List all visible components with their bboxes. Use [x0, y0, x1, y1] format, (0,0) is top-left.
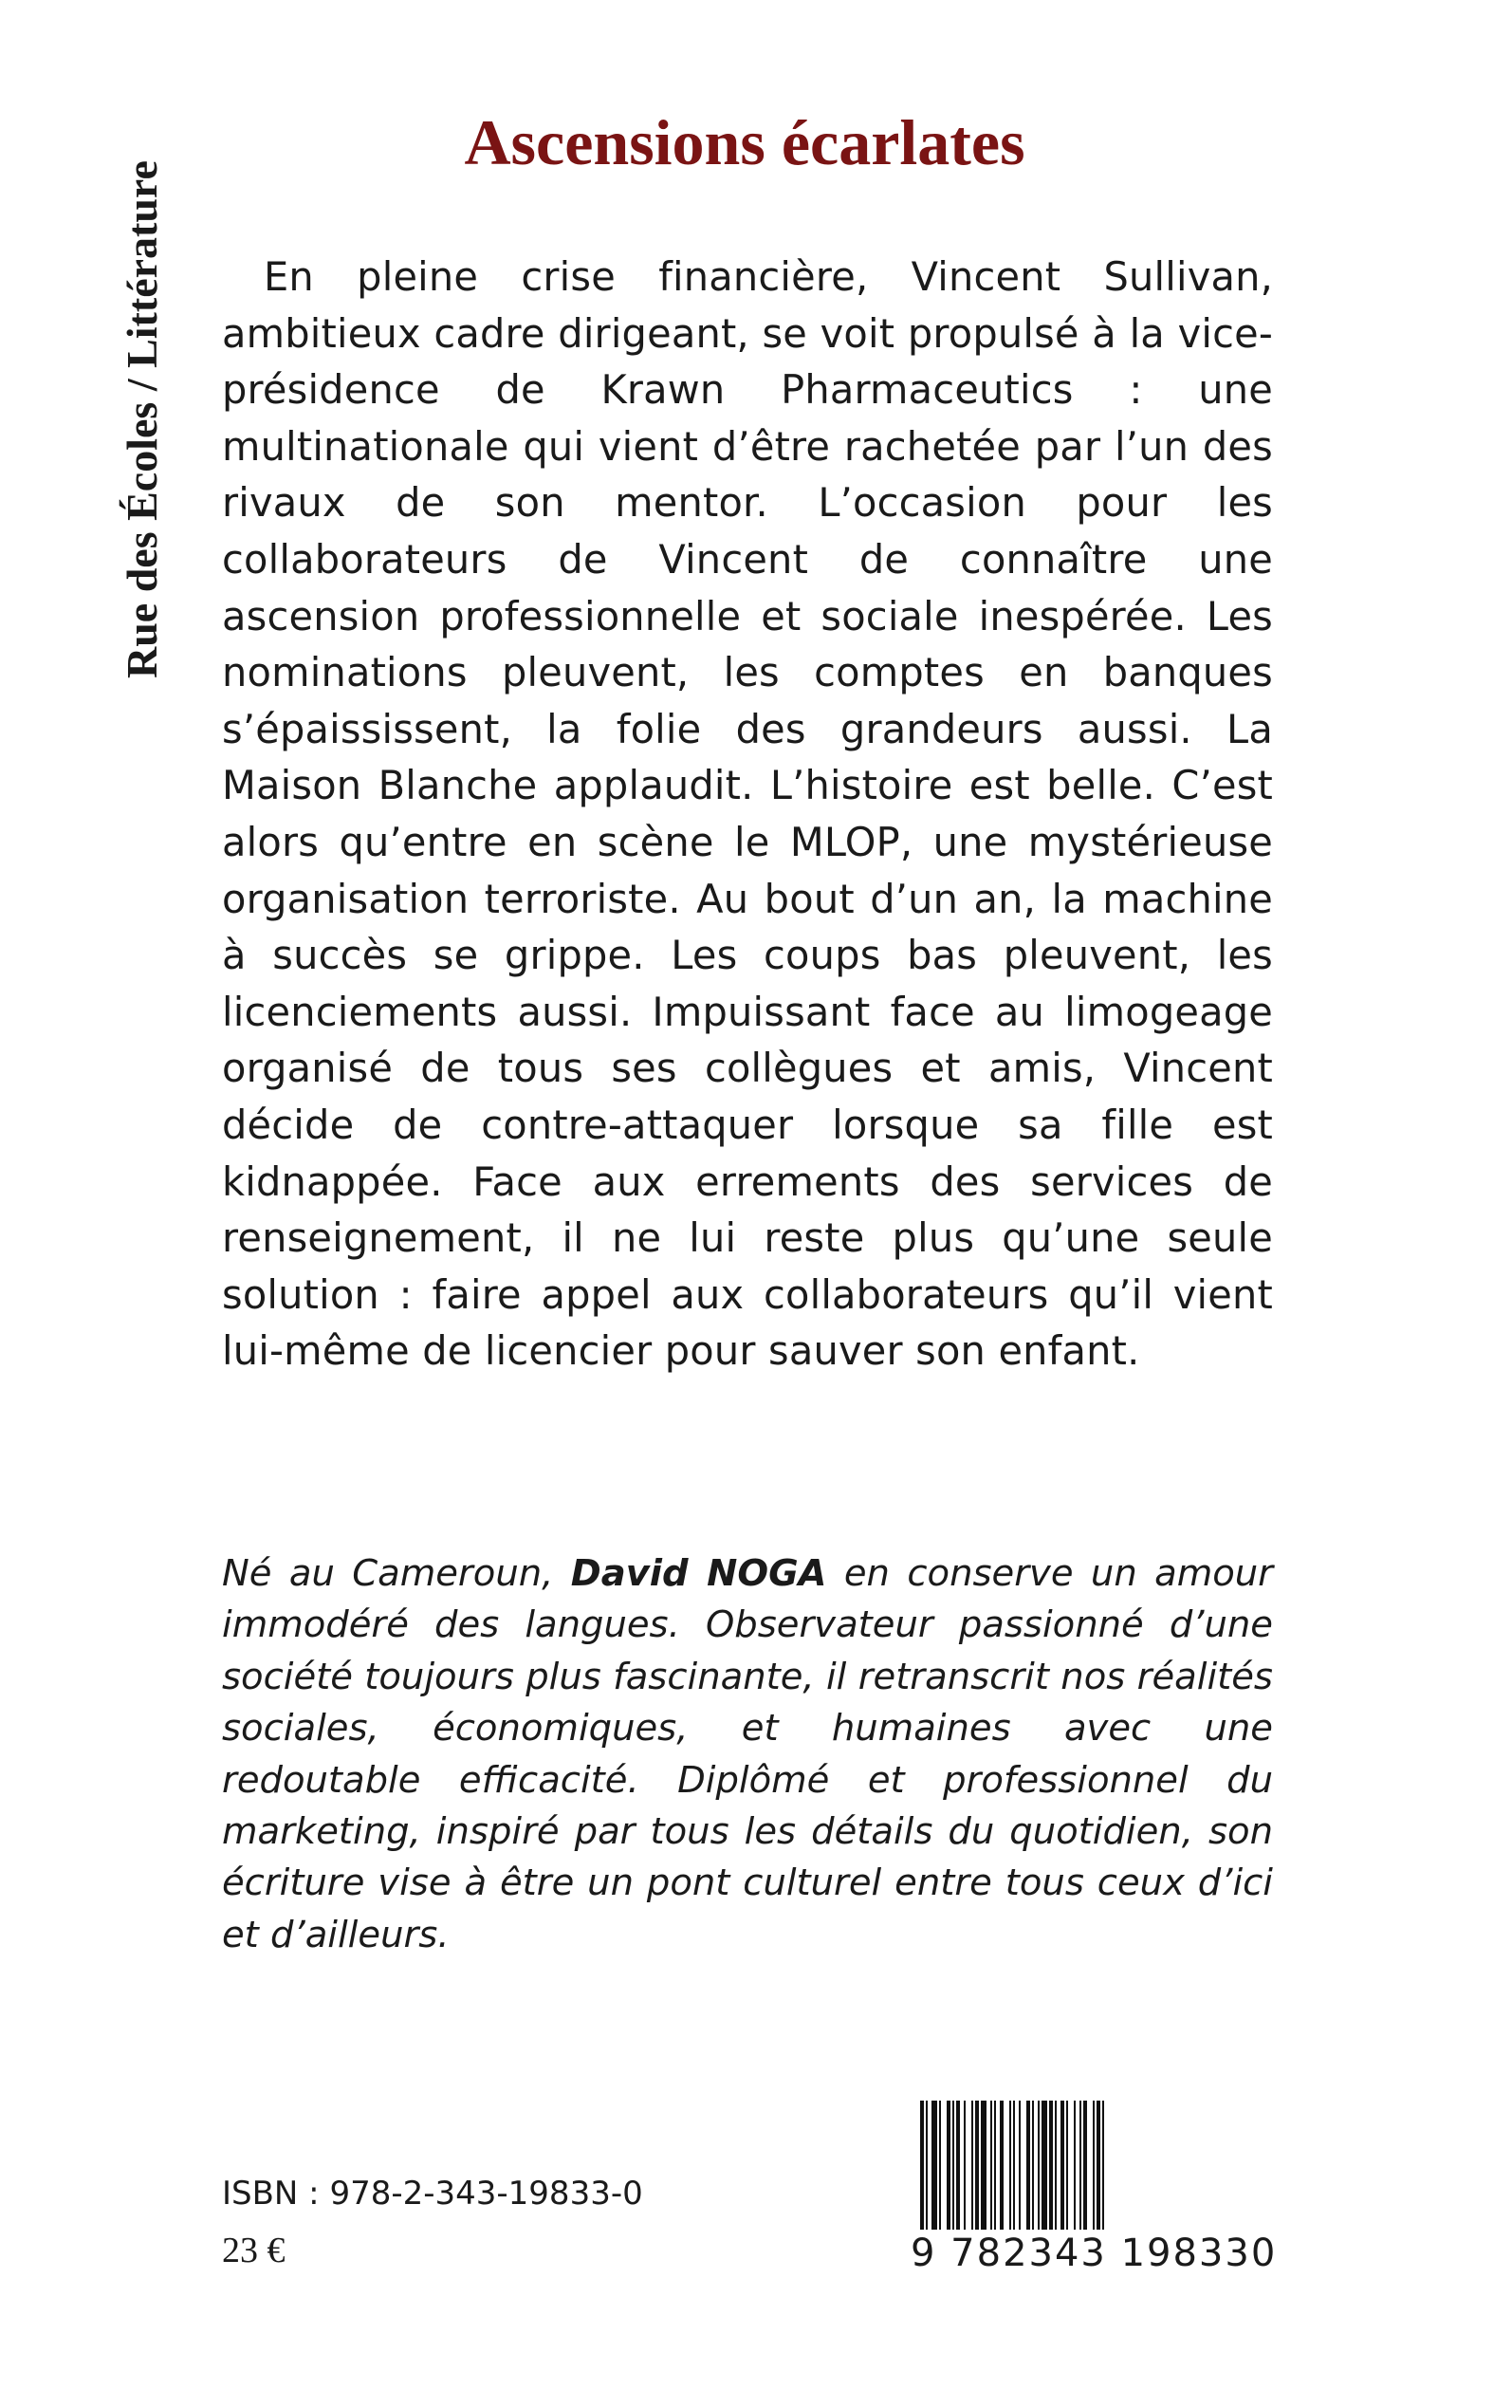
price-text: 23 € [222, 2231, 286, 2270]
bio-text: en conserve un amour immodéré des langues. Observateur passionné d’une société toujours plus fascinante, il retranscrit nos réalités sociales, économiques, et humaines avec une redoutable efficacité. Diplômé et professionnel du marketing, inspiré par tous les détails du quotidien, son écriture vise à être un pont culturel entre tous ceux d’ici et d’ailleurs. [222, 1552, 1273, 1956]
collection-label: Rue des Écoles / Littérature [118, 160, 166, 678]
barcode-number: 9 782343 198330 [911, 2232, 1278, 2275]
author-name: David NOGA [570, 1552, 827, 1595]
isbn-text: ISBN : 978-2-343-19833-0 [222, 2175, 643, 2213]
synopsis-text: En pleine crise financière, Vincent Sullivan, ambitieux cadre dirigeant, se voit propulsé à la vice-présidence de Krawn Pharmaceutics : une multinationale qui vient d’être rachetée par l’un des rivaux de son mentor. L’occasion pour les collaborateurs de Vincent de connaître une ascension professionnelle et sociale inespérée. Les nominations pleuvent, les comptes en banques s’épaississent, la folie des grandeurs aussi. La Maison Blanche applaudit. L’histoire est belle. C’est alors qu’entre en scène le MLOP, une mystérieuse organisation terroriste. Au bout d’un an, la machine à succès se grippe. Les coups bas pleuvent, les licenciements aussi. Impuissant face au limogeage organisé de tous ses collègues et amis, Vincent décide de contre-attaquer lorsque sa fille est kidnappée. Face aux errements des services de renseignement, il ne lui reste plus qu’une seule solution : faire appel aux collaborateurs qu’il vient lui-même de licencier pour sauver son enfant. [222, 253, 1273, 1375]
book-title: Ascensions écarlates [464, 106, 1025, 178]
author-bio [222, 1548, 1273, 1961]
bio-intro: Né au Cameroun, [222, 1552, 571, 1595]
